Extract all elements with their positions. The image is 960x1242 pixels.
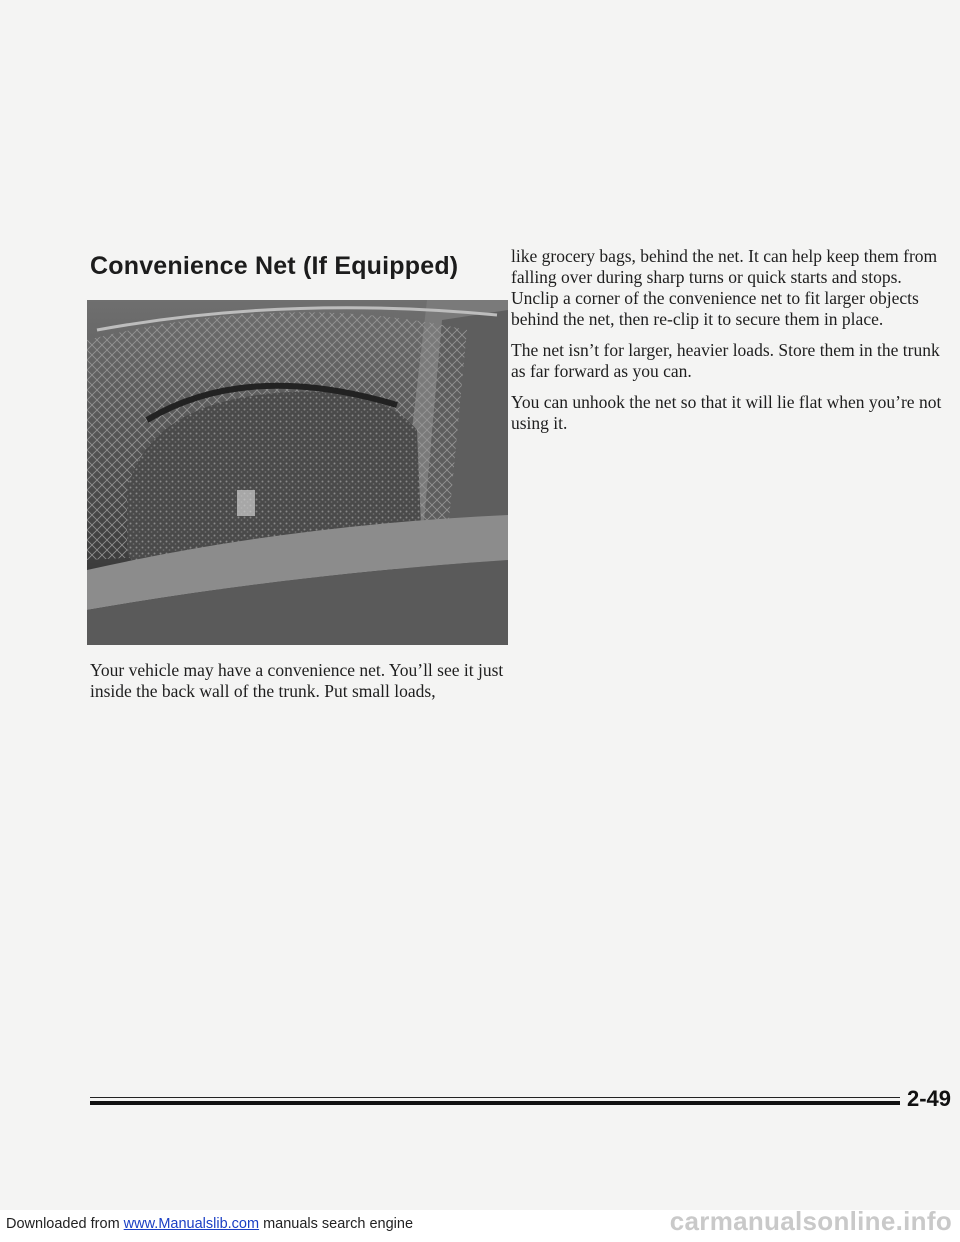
download-footer	[6, 1216, 413, 1232]
trunk-convenience-net-photo	[87, 300, 508, 645]
paragraph-heavy-loads: The net isn’t for larger, heavier loads. Store them in the trunk as far forward as you can.	[511, 340, 940, 381]
intro-paragraph: Your vehicle may have a convenience net. You’ll see it just inside the back wall of the trunk. Put small loads,	[90, 660, 504, 701]
section-title: Convenience Net (If Equipped)	[90, 252, 459, 280]
footer-rule-thin	[90, 1097, 900, 1098]
trunk-photo-illustration	[87, 300, 508, 645]
right-column	[511, 246, 951, 444]
watermark: carmanualsonline.info	[669, 1206, 952, 1236]
footer-rule-thick	[90, 1101, 900, 1105]
paragraph-unhook: You can unhook the net so that it will lie flat when you’re not using it.	[511, 392, 942, 433]
page-number: 2-49	[907, 1086, 952, 1111]
manualslib-link[interactable]: www.Manualslib.com	[123, 1216, 260, 1232]
footer-suffix: manuals search engine	[259, 1216, 414, 1232]
footer-prefix: Downloaded from	[6, 1216, 124, 1232]
paragraph-usage: like grocery bags, behind the net. It can help keep them from falling over during sharp turns or quick starts and stops. Unclip a corner of the convenience net to fit larger objects behind the net, then re-clip it to secure them in place.	[511, 246, 938, 329]
